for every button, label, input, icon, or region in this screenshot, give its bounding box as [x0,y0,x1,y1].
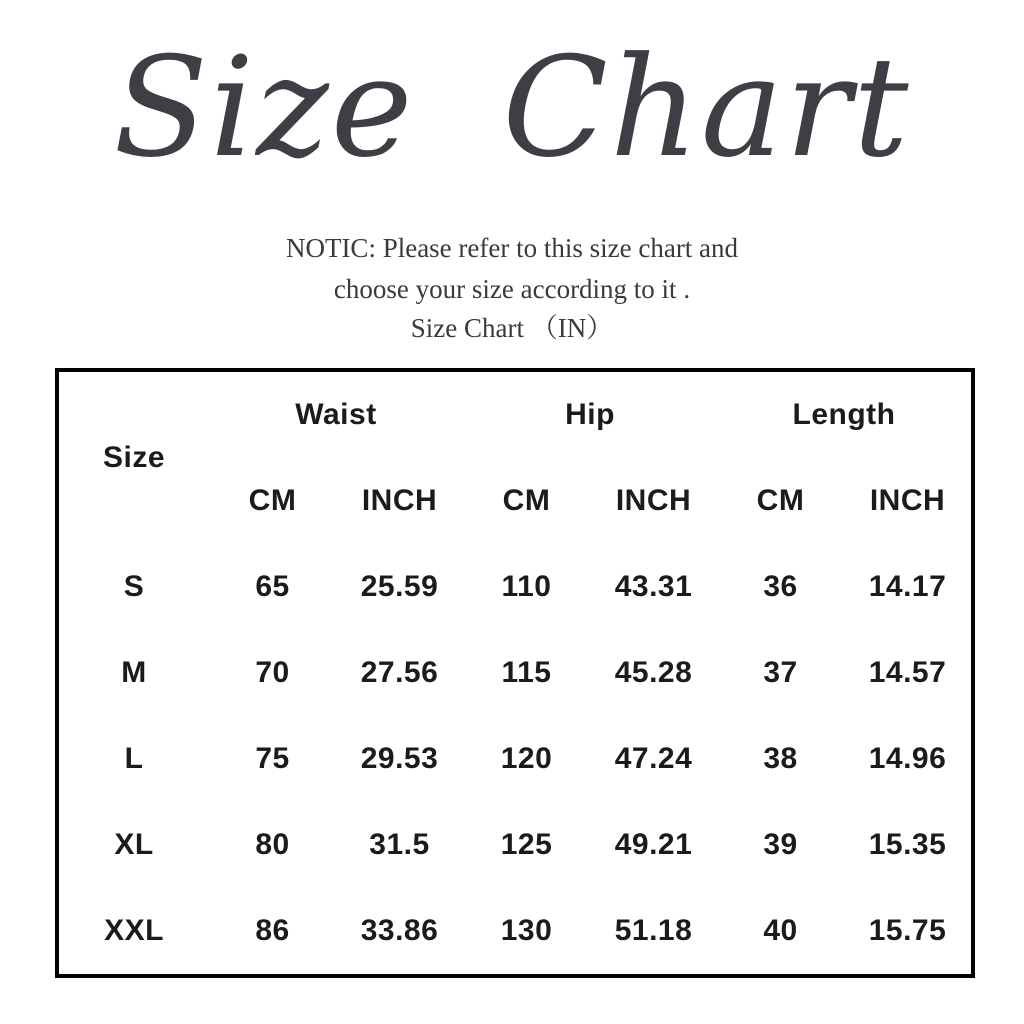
cell-m-hip-inch: 45.28 [614,656,693,689]
subheader-waist-cm: CM [248,484,297,517]
subheader-waist-inch: INCH [361,484,438,517]
cell-s-length-inch: 14.17 [868,570,947,603]
subheader-hip-cm: CM [502,484,551,517]
group-header-waist: Waist [295,398,377,431]
cell-xl-hip-inch: 49.21 [614,828,693,861]
cell-xl-length-inch: 15.35 [868,828,947,861]
row-label-m: M [121,656,147,689]
cell-xxl-waist-cm: 86 [255,914,290,947]
cell-xl-waist-inch: 31.5 [369,828,430,861]
group-header-length: Length [792,398,896,431]
cell-xl-length-cm: 39 [763,828,798,861]
subheader-hip-inch: INCH [615,484,692,517]
cell-s-waist-cm: 65 [255,570,290,603]
subheader-length-inch: INCH [869,484,946,517]
notice-line-2: choose your size according to it . [333,274,691,304]
cell-xxl-waist-inch: 33.86 [360,914,439,947]
cell-s-hip-cm: 110 [501,570,552,603]
cell-m-length-inch: 14.57 [868,656,947,689]
group-header-hip: Hip [565,398,615,431]
cell-l-waist-cm: 75 [255,742,290,775]
row-label-s: S [123,570,145,603]
cell-s-waist-inch: 25.59 [360,570,439,603]
cell-m-length-cm: 37 [763,656,798,689]
row-label-xxl: XXL [104,914,164,947]
cell-xxl-hip-cm: 130 [500,914,553,947]
cell-l-length-inch: 14.96 [868,742,947,775]
cell-xl-waist-cm: 80 [255,828,290,861]
size-table [55,368,975,978]
cell-xxl-length-cm: 40 [763,914,798,947]
row-label-xl: XL [114,828,154,861]
cell-l-waist-inch: 29.53 [360,742,439,775]
cell-m-waist-inch: 27.56 [360,656,439,689]
cell-l-length-cm: 38 [763,742,798,775]
notice-line-1: NOTIC: Please refer to this size chart and [285,233,739,263]
cell-l-hip-inch: 47.24 [614,742,693,775]
cell-m-hip-cm: 115 [501,656,552,689]
notice-text [0,228,1024,310]
corner-header-size: Size [102,441,166,474]
cell-xxl-length-inch: 15.75 [868,914,947,947]
cell-s-hip-inch: 43.31 [614,570,693,603]
cell-xxl-hip-inch: 51.18 [614,914,693,947]
row-label-l: L [124,742,144,775]
cell-xl-hip-cm: 125 [500,828,553,861]
cell-l-hip-cm: 120 [500,742,553,775]
page-title: Size Chart [113,27,911,188]
cell-s-length-cm: 36 [763,570,798,603]
subheader-length-cm: CM [756,484,805,517]
cell-m-waist-cm: 70 [255,656,290,689]
table-units-subtitle: Size Chart （IN） [410,313,614,343]
